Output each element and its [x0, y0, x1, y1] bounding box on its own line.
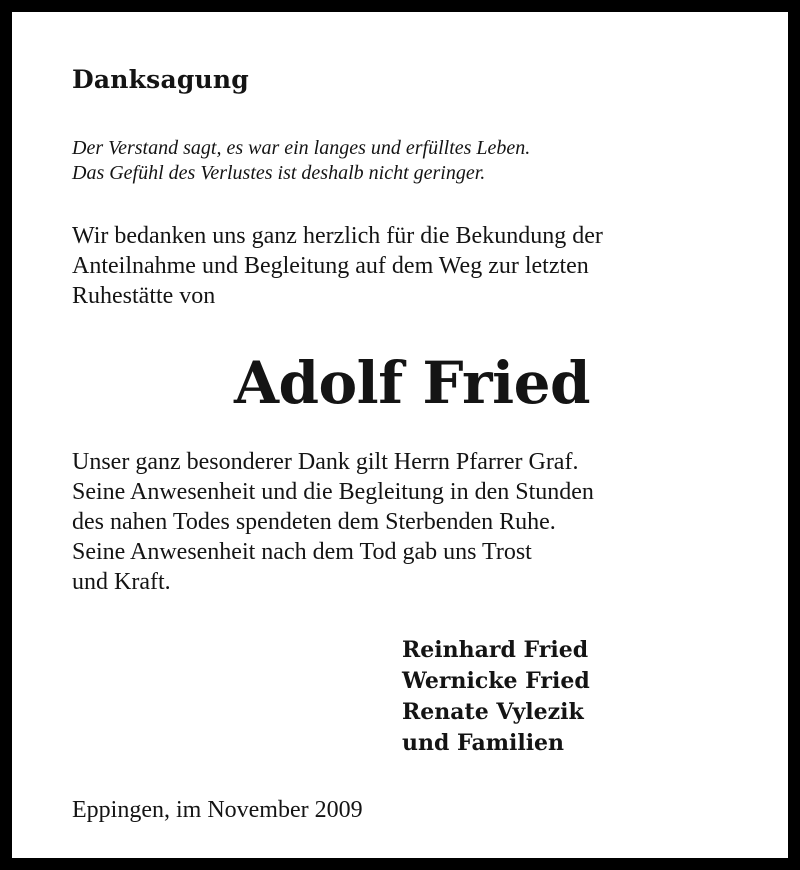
signature-name: Wernicke Fried — [402, 668, 590, 694]
thanks-line: Seine Anwesenheit nach dem Tod gab uns Trost — [72, 539, 532, 565]
thanks-line: des nahen Todes spendeten dem Sterbenden Ruhe. — [72, 509, 556, 535]
thanks-line: Unser ganz besonderer Dank gilt Herrn Pfarrer Graf. — [72, 449, 579, 475]
thanks-line: Seine Anwesenheit und die Begleitung in den Stunden — [72, 479, 594, 505]
thanks-line: und Kraft. — [72, 569, 171, 595]
intro-line: Ruhestätte von — [72, 283, 216, 309]
signatures-block — [402, 635, 752, 759]
quote-line: Das Gefühl des Verlustes ist deshalb nicht geringer. — [72, 162, 486, 184]
quote-block — [72, 136, 752, 186]
notice-heading: Danksagung — [72, 65, 249, 94]
signature-name: Renate Vylezik — [402, 699, 584, 725]
place-date: Eppingen, im November 2009 — [72, 797, 363, 823]
quote-line: Der Verstand sagt, es war ein langes und erfülltes Leben. — [72, 137, 531, 159]
notice-content — [72, 62, 752, 825]
intro-line: Wir bedanken uns ganz herzlich für die Bekundung der — [72, 223, 603, 249]
intro-paragraph — [72, 221, 752, 311]
signature-name: und Familien — [402, 730, 565, 756]
intro-line: Anteilnahme und Begleitung auf dem Weg zur letzten — [72, 253, 589, 279]
deceased-name: Adolf Fried — [233, 349, 591, 417]
thanks-paragraph — [72, 447, 752, 597]
signature-name: Reinhard Fried — [402, 637, 589, 663]
